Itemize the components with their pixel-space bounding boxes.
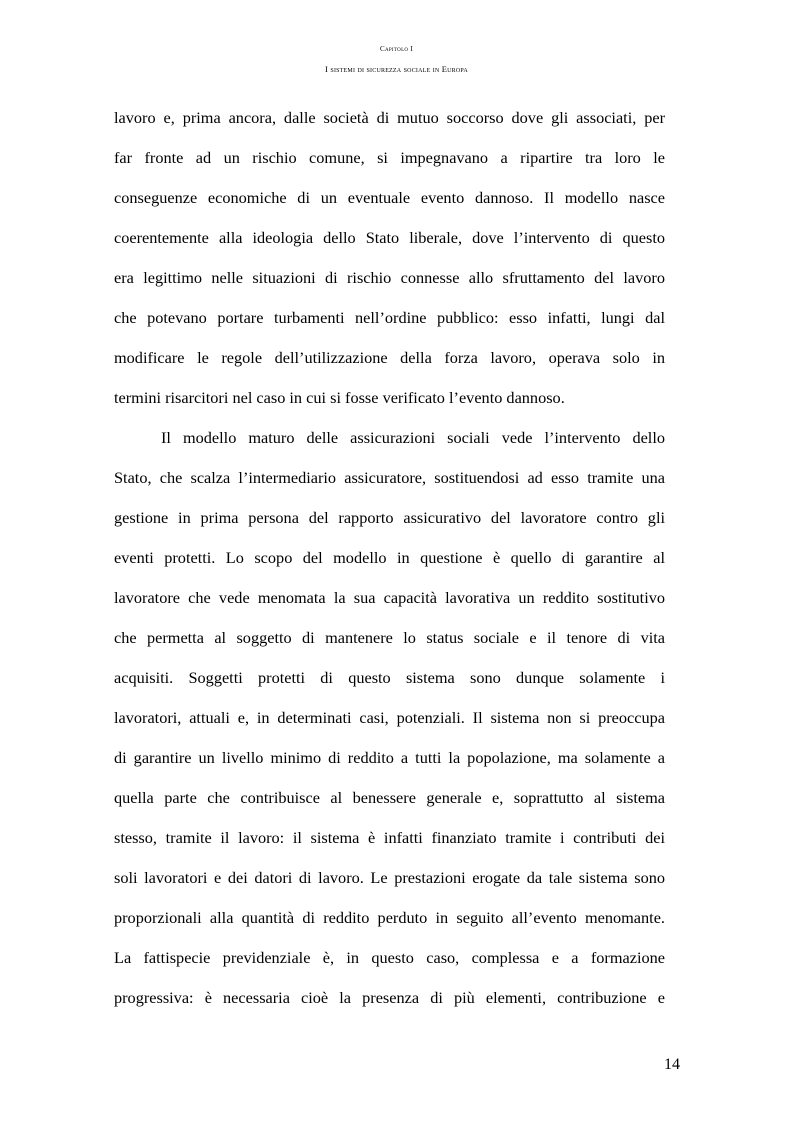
chapter-label: Capitolo I xyxy=(379,45,414,53)
text-line: lavoratore che vede menomata la sua capacità lavorativa un reddito sostitutivo xyxy=(114,588,665,607)
text-line: termini risarcitori nel caso in cui si fosse verificato l’evento dannoso. xyxy=(114,388,565,407)
text-line: acquisiti. Soggetti protetti di questo sistema sono dunque solamente i xyxy=(114,668,665,687)
text-line: lavoro e, prima ancora, dalle società di mutuo soccorso dove gli associati, per xyxy=(114,108,665,127)
text-line: conseguenze economiche di un eventuale evento dannoso. Il modello nasce xyxy=(114,188,665,207)
text-line: soli lavoratori e dei datori di lavoro. Le prestazioni erogate da tale sistema sono xyxy=(114,868,665,887)
text-line: modificare le regole dell’utilizzazione della forza lavoro, operava solo in xyxy=(114,348,665,367)
text-line: che permetta al soggetto di mantenere lo status sociale e il tenore di vita xyxy=(114,628,665,647)
text-line: di garantire un livello minimo di reddito a tutti la popolazione, ma solamente a xyxy=(114,748,665,767)
text-line: far fronte ad un rischio comune, si impegnavano a ripartire tra loro le xyxy=(114,148,665,167)
text-line: proporzionali alla quantità di reddito perduto in seguito all’evento menomante. xyxy=(114,908,665,927)
text-line: stesso, tramite il lavoro: il sistema è infatti finanziato tramite i contributi dei xyxy=(114,828,665,847)
text-line: era legittimo nelle situazioni di rischio connesse allo sfruttamento del lavoro xyxy=(114,268,665,287)
text-line: lavoratori, attuali e, in determinati casi, potenziali. Il sistema non si preoccupa xyxy=(114,708,665,727)
paragraph-start-line: Il modello maturo delle assicurazioni sociali vede l’intervento dello xyxy=(161,428,665,447)
text-line: La fattispecie previdenziale è, in questo caso, complessa e a formazione xyxy=(114,948,665,967)
chapter-title: I sistemi di sicurezza sociale in Europa xyxy=(325,64,468,74)
text-line: che potevano portare turbamenti nell’ordine pubblico: esso infatti, lungi dal xyxy=(114,308,665,327)
text-line: progressiva: è necessaria cioè la presenza di più elementi, contribuzione e xyxy=(114,988,665,1007)
text-line: coerentemente alla ideologia dello Stato liberale, dove l’intervento di questo xyxy=(114,228,665,247)
text-line: Stato, che scalza l’intermediario assicuratore, sostituendosi ad esso tramite una xyxy=(114,468,665,487)
text-line: gestione in prima persona del rapporto assicurativo del lavoratore contro gli xyxy=(114,508,665,527)
page-number: 14 xyxy=(664,1056,680,1073)
body-text xyxy=(114,98,665,1018)
text-line: eventi protetti. Lo scopo del modello in questione è quello di garantire al xyxy=(114,548,665,567)
text-line: quella parte che contribuisce al benessere generale e, soprattutto al sistema xyxy=(114,788,665,807)
